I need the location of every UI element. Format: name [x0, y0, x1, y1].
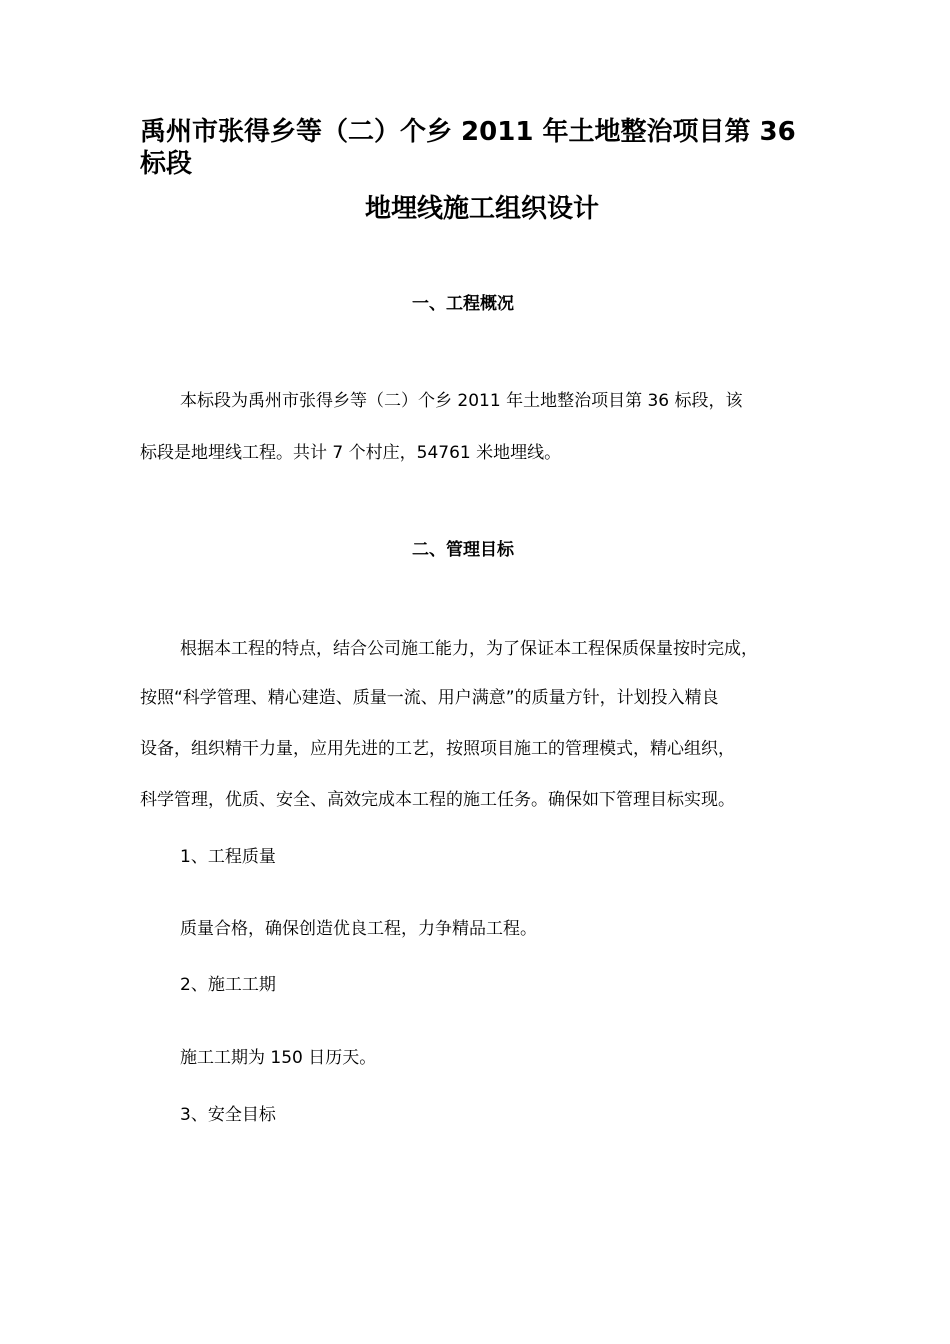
goal-item-1-text: 质量合格，确保创造优良工程，力争精品工程。 — [180, 919, 537, 939]
goals-paragraph-line-4: 科学管理，优质、安全、高效完成本工程的施工任务。确保如下管理目标实现。 — [140, 790, 735, 810]
goal-item-3-label: 3、安全目标 — [180, 1105, 276, 1125]
document-subtitle: 地埋线施工组织设计 — [364, 194, 599, 224]
document-title-line-1: 禹州市张得乡等（二）个乡 2011 年土地整治项目第 36 — [140, 117, 796, 147]
goal-item-2-text: 施工工期为 150 日历天。 — [180, 1048, 377, 1068]
overview-paragraph-line-2: 标段是地埋线工程。共计 7 个村庄，54761 米地埋线。 — [140, 443, 562, 463]
overview-paragraph-line-1: 本标段为禹州市张得乡等（二）个乡 2011 年土地整治项目第 36 标段，该 — [180, 391, 743, 411]
goals-paragraph-line-2: 按照“科学管理、精心建造、质量一流、用户满意”的质量方针，计划投入精良 — [140, 688, 719, 708]
goal-item-2-label: 2、施工工期 — [180, 975, 276, 995]
section-heading-management-goals: 二、管理目标 — [412, 540, 514, 560]
section-heading-overview: 一、工程概况 — [412, 294, 514, 314]
goals-paragraph-line-1: 根据本工程的特点，结合公司施工能力，为了保证本工程保质保量按时完成， — [180, 639, 758, 659]
document-title-line-2: 标段 — [140, 149, 193, 179]
goals-paragraph-line-3: 设备，组织精干力量，应用先进的工艺，按照项目施工的管理模式，精心组织， — [140, 739, 735, 759]
goal-item-1-label: 1、工程质量 — [180, 847, 276, 867]
